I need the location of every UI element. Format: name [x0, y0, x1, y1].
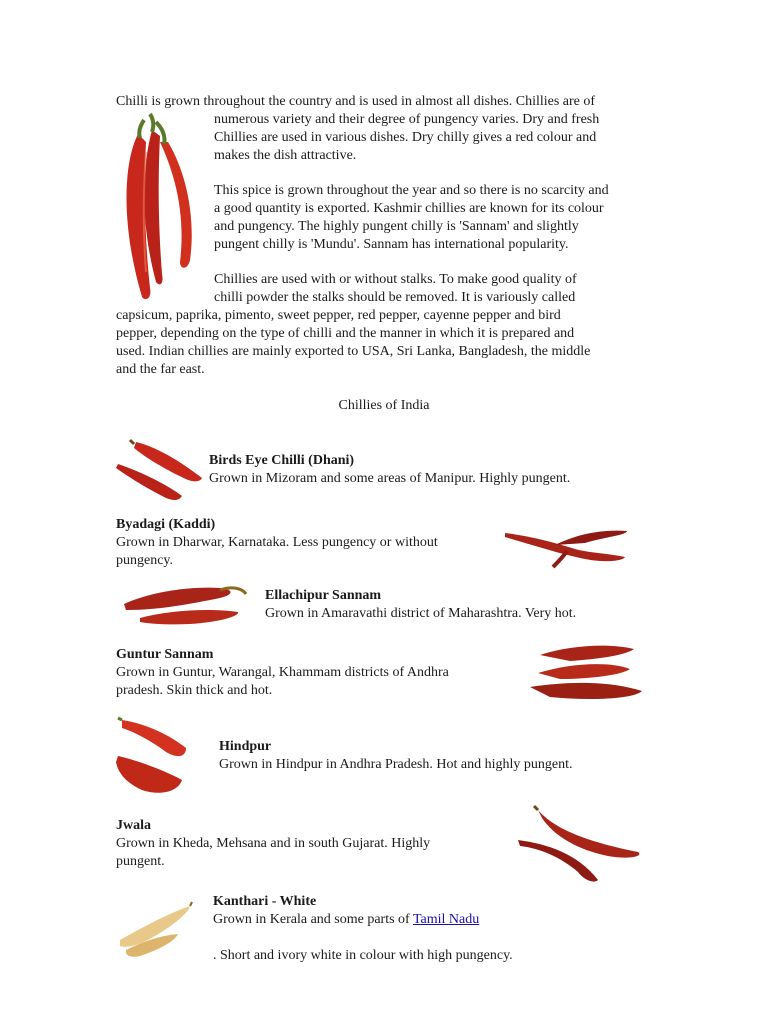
hindpur-chilli-image	[116, 718, 191, 798]
variety-desc: Grown in Guntur, Warangal, Khammam districts of Andhra	[116, 665, 449, 680]
guntur-chilli-image	[530, 641, 645, 703]
variety-byadagi	[116, 516, 438, 570]
intro-line: chilli powder the stalks should be removed. It is variously called	[214, 290, 576, 305]
variety-name: Byadagi (Kaddi)	[116, 517, 216, 532]
intro-line: and the far east.	[116, 362, 205, 377]
intro-line: and pungency. The highly pungent chilly is 'Sannam' and slightly	[214, 219, 579, 234]
variety-birds-eye	[209, 452, 570, 488]
intro-line: pepper, depending on the type of chilli and the manner in which it is prepared and	[116, 326, 575, 341]
variety-desc: Grown in Hindpur in Andhra Pradesh. Hot and highly pungent.	[219, 757, 573, 772]
variety-desc: Grown in Dharwar, Karnataka. Less pungency or without	[116, 535, 438, 550]
intro-line: used. Indian chillies are mainly exported to USA, Sri Lanka, Bangladesh, the middle	[116, 344, 591, 359]
variety-desc: Grown in Mizoram and some areas of Manipur. Highly pungent.	[209, 471, 571, 486]
jwala-chilli-image	[518, 806, 648, 886]
intro-line: numerous variety and their degree of pungency varies. Dry and fresh	[214, 112, 600, 127]
intro-line: capsicum, paprika, pimento, sweet pepper, red pepper, cayenne pepper and bird	[116, 308, 561, 323]
intro-line: This spice is grown throughout the year and so there is no scarcity and	[214, 183, 609, 198]
variety-name: Jwala	[116, 818, 151, 833]
variety-name: Kanthari - White	[213, 894, 317, 909]
intro-line: Chillies are used in various dishes. Dry chilly gives a red colour and	[214, 130, 597, 145]
birds-eye-chilli-image	[116, 436, 206, 506]
tamil-nadu-link[interactable]: Tamil Nadu	[412, 912, 480, 927]
variety-desc: . Short and ivory white in colour with high pungency.	[213, 948, 513, 963]
variety-name: Ellachipur Sannam	[265, 588, 382, 603]
variety-desc: Grown in Kheda, Mehsana and in south Gujarat. Highly	[116, 836, 431, 851]
variety-desc: pungency.	[116, 553, 174, 568]
kanthari-chilli-image	[118, 900, 193, 960]
intro-line: pungent chilly is 'Mundu'. Sannam has international popularity.	[214, 237, 569, 252]
intro-line: Chilli is grown throughout the country and is used in almost all dishes. Chillies are of	[116, 94, 596, 109]
variety-desc-prefix: Grown in Kerala and some parts of	[213, 912, 413, 927]
variety-name: Birds Eye Chilli (Dhani)	[209, 453, 355, 468]
section-title: Chillies of India	[338, 398, 430, 413]
variety-jwala	[116, 817, 430, 871]
intro-line: Chillies are used with or without stalks. To make good quality of	[214, 272, 577, 287]
byadagi-chilli-image	[505, 523, 630, 568]
variety-guntur	[116, 646, 449, 700]
intro-line: a good quantity is exported. Kashmir chillies are known for its colour	[214, 201, 604, 216]
variety-kanthari	[213, 893, 513, 965]
fresh-chillies-image	[116, 112, 206, 307]
intro-line: makes the dish attractive.	[214, 148, 357, 163]
variety-desc: pradesh. Skin thick and hot.	[116, 683, 273, 698]
variety-name: Hindpur	[219, 739, 272, 754]
variety-desc: pungent.	[116, 854, 165, 869]
variety-hindpur	[219, 738, 572, 774]
variety-desc	[213, 911, 513, 929]
variety-ellachipur	[265, 587, 576, 623]
variety-desc: Grown in Amaravathi district of Maharashtra. Very hot.	[265, 606, 577, 621]
ellachipur-chilli-image	[120, 580, 250, 630]
variety-name: Guntur Sannam	[116, 647, 214, 662]
